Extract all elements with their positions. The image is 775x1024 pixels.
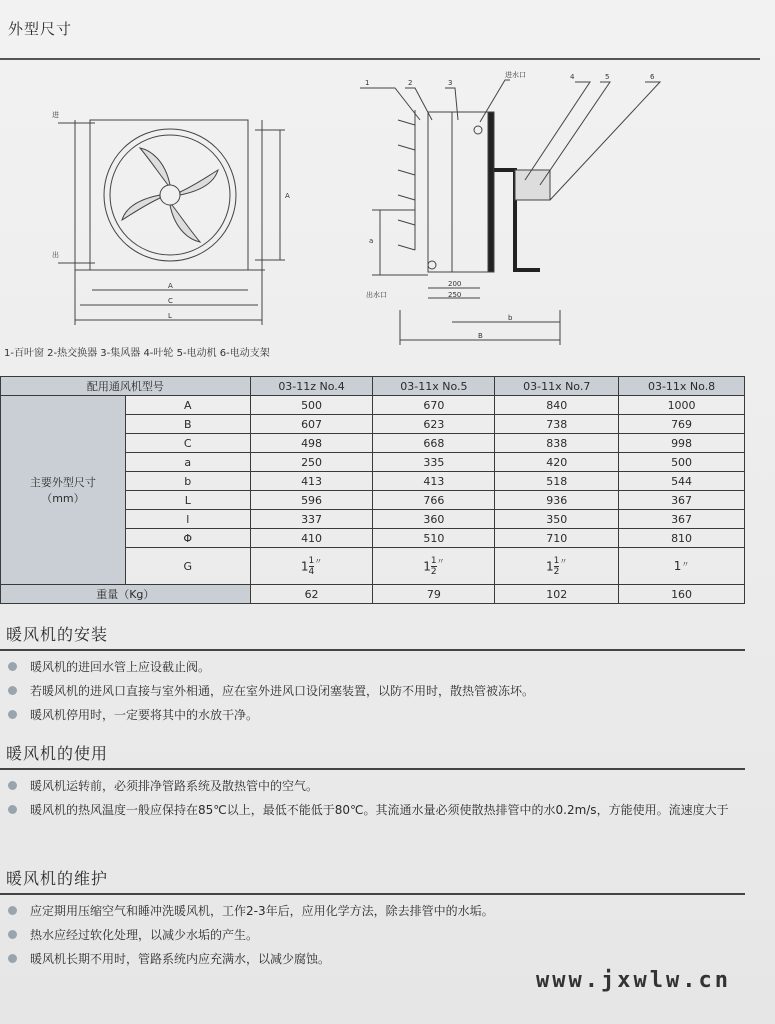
bullet-item: [0, 800, 750, 820]
label-dim-200: 200: [448, 280, 462, 288]
table-cell: 413: [373, 472, 495, 491]
label-out: 出: [52, 251, 59, 259]
bullet-dot-icon: [8, 906, 17, 915]
bullet-item: [0, 681, 750, 701]
label-dim-b: b: [508, 314, 513, 322]
table-cell: 998: [619, 434, 745, 453]
dimension-key: b: [125, 472, 250, 491]
page-title: 外型尺寸: [8, 20, 73, 38]
dimension-key: L: [125, 491, 250, 510]
pipe-size-cell: [250, 548, 373, 585]
fan-shroud-inner: [110, 135, 230, 255]
table-cell: 337: [250, 510, 373, 529]
bullet-dot-icon: [8, 710, 17, 719]
table-cell: 670: [373, 396, 495, 415]
dimension-key: A: [125, 396, 250, 415]
table-cell: 250: [250, 453, 373, 472]
section-list: [0, 901, 760, 969]
pipe-size-whole: 1: [300, 559, 309, 573]
header-model: 03-11x No.8: [619, 377, 745, 396]
table-cell: 410: [250, 529, 373, 548]
pipe-size-denominator: 2: [430, 566, 437, 577]
table-cell: 360: [373, 510, 495, 529]
section-title: 暖风机的维护: [6, 869, 109, 888]
section-divider: [0, 893, 745, 895]
bullet-dot-icon: [8, 805, 17, 814]
bullet-dot-icon: [8, 662, 17, 671]
section-list: [0, 657, 760, 725]
label-dim-250: 250: [448, 291, 462, 299]
inch-mark: 〃: [314, 556, 323, 566]
pipe-size-whole: 1: [423, 559, 431, 573]
bullet-dot-icon: [8, 930, 17, 939]
motor: [515, 170, 550, 200]
table-cell: 350: [495, 510, 619, 529]
spec-table: [0, 376, 745, 604]
table-cell: 367: [619, 510, 745, 529]
pipe-size-numerator: 1: [308, 555, 315, 566]
bullet-text: 若暖风机的进风口直接与室外相通，应在室外进风口设闭塞装置，以防不用时，散热管被冻坏。: [30, 684, 535, 698]
bullet-text: 暖风机的热风温度一般应保持在85℃以上，最低不能低于80℃。其流通水量必须使散热排管中的水0.2m/s，方能使用。流速度大于: [30, 803, 729, 817]
bullet-item: [0, 776, 750, 796]
section-usage: [0, 741, 760, 824]
pipe-size-whole: 1: [546, 559, 554, 573]
header-model: 03-11z No.4: [250, 377, 373, 396]
bullet-text: 暖风机运转前，必须排净管路系统及散热管中的空气。: [30, 779, 319, 793]
bullet-dot-icon: [8, 954, 17, 963]
label-dim-A: A: [168, 282, 173, 290]
weight-cell: 62: [250, 585, 373, 604]
bullet-dot-icon: [8, 686, 17, 695]
bullet-text: 应定期用压缩空气和睡冲洗暖风机，工作2-3年后，应用化学方法，除去排管中的水垢。: [30, 904, 494, 918]
table-cell: 413: [250, 472, 373, 491]
table-cell: 500: [619, 453, 745, 472]
table-cell: 840: [495, 396, 619, 415]
callout-5: 5: [605, 73, 610, 81]
table-cell: 498: [250, 434, 373, 453]
heat-exchanger: [428, 112, 452, 272]
table-cell: 766: [373, 491, 495, 510]
heater-front-housing: [90, 120, 248, 270]
header-model: 03-11x No.7: [495, 377, 619, 396]
dimension-key: B: [125, 415, 250, 434]
header-fan-model: 配用通风机型号: [1, 377, 251, 396]
table-cell: 623: [373, 415, 495, 434]
bullet-text: 暖风机停用时，一定要将其中的水放干净。: [30, 708, 259, 722]
bullet-dot-icon: [8, 781, 17, 790]
bullet-item: [0, 657, 750, 677]
table-cell: 769: [619, 415, 745, 434]
bullet-item: [0, 901, 750, 921]
table-cell: 518: [495, 472, 619, 491]
group-label-dimensions: [1, 396, 126, 585]
dimension-key: a: [125, 453, 250, 472]
bullet-text: 热水应经过软化处理，以减少水垢的产生。: [30, 928, 259, 942]
label-dim-C: C: [168, 297, 173, 305]
watermark-url: www.jxwlw.cn: [536, 968, 731, 993]
table-cell: 500: [250, 396, 373, 415]
label-dim-B: B: [478, 332, 483, 340]
label-dim-A-vertical: A: [285, 192, 290, 200]
table-cell: 668: [373, 434, 495, 453]
weight-cell: 79: [373, 585, 495, 604]
section-title: 暖风机的使用: [6, 744, 109, 763]
table-row-weight: [1, 585, 745, 604]
section-title: 暖风机的安装: [6, 625, 109, 644]
weight-cell: 160: [619, 585, 745, 604]
pipe-size-cell: [619, 548, 745, 585]
label-in: 进: [52, 111, 59, 119]
pipe-size-denominator: 4: [308, 566, 315, 577]
section-divider: [0, 649, 745, 651]
table-body: [1, 396, 745, 604]
collector: [452, 112, 488, 272]
bullet-item: [0, 949, 750, 969]
group-label-unit: （mm）: [41, 492, 85, 505]
dimension-key: G: [125, 548, 250, 585]
table-cell: 335: [373, 453, 495, 472]
callout-4: 4: [570, 73, 575, 81]
bullet-text: 暖风机的进回水管上应设截止阀。: [30, 660, 211, 674]
inch-mark: 〃: [559, 556, 568, 566]
table-header-row: [1, 377, 745, 396]
label-dim-a: a: [369, 237, 374, 245]
table-cell: 710: [495, 529, 619, 548]
table-cell: 738: [495, 415, 619, 434]
table-cell: 544: [619, 472, 745, 491]
label-outlet: 出水口: [366, 291, 387, 299]
callout-6: 6: [650, 73, 655, 81]
fan-shroud-outer: [104, 129, 236, 261]
table-cell: 420: [495, 453, 619, 472]
callout-2: 2: [408, 79, 413, 87]
table-cell: 936: [495, 491, 619, 510]
inch-mark: 〃: [436, 556, 445, 566]
label-dim-L: L: [168, 312, 172, 320]
inch-mark: 〃: [681, 560, 690, 569]
component-caption: 1-百叶窗 2-热交换器 3-集风器 4-叶轮 5-电动机 6-电动支架: [4, 348, 270, 359]
table-row: [1, 396, 745, 415]
table-cell: 607: [250, 415, 373, 434]
table-cell: 596: [250, 491, 373, 510]
table-cell: 838: [495, 434, 619, 453]
pipe-size-numerator: 1: [430, 555, 437, 566]
dimension-key: Φ: [125, 529, 250, 548]
callout-3: 3: [448, 79, 453, 87]
pipe-size-whole: 1: [673, 559, 682, 573]
bullet-text: 暖风机长期不用时，管路系统内应充满水，以减少腐蚀。: [30, 952, 331, 966]
table-cell: 1000: [619, 396, 745, 415]
header-model: 03-11x No.5: [373, 377, 495, 396]
table-cell: 367: [619, 491, 745, 510]
dimension-diagram: [0, 60, 760, 345]
section-maintenance: [0, 866, 760, 973]
bullet-item: [0, 705, 750, 725]
pipe-size-denominator: 2: [553, 566, 560, 577]
weight-label: 重量（Kg）: [1, 585, 251, 604]
pipe-size-cell: [373, 548, 495, 585]
section-list: [0, 776, 760, 820]
table-cell: 510: [373, 529, 495, 548]
bullet-item: [0, 925, 750, 945]
group-label-line: 主要外型尺寸: [29, 476, 96, 489]
pipe-size-cell: [495, 548, 619, 585]
section-installation: [0, 622, 760, 729]
table-cell: 810: [619, 529, 745, 548]
dimension-key: l: [125, 510, 250, 529]
callout-inlet: 进水口: [505, 71, 526, 79]
pipe-size-numerator: 1: [553, 555, 560, 566]
section-divider: [0, 768, 745, 770]
callout-1: 1: [365, 79, 370, 87]
weight-cell: 102: [495, 585, 619, 604]
dimension-key: C: [125, 434, 250, 453]
fan-hub: [160, 185, 180, 205]
